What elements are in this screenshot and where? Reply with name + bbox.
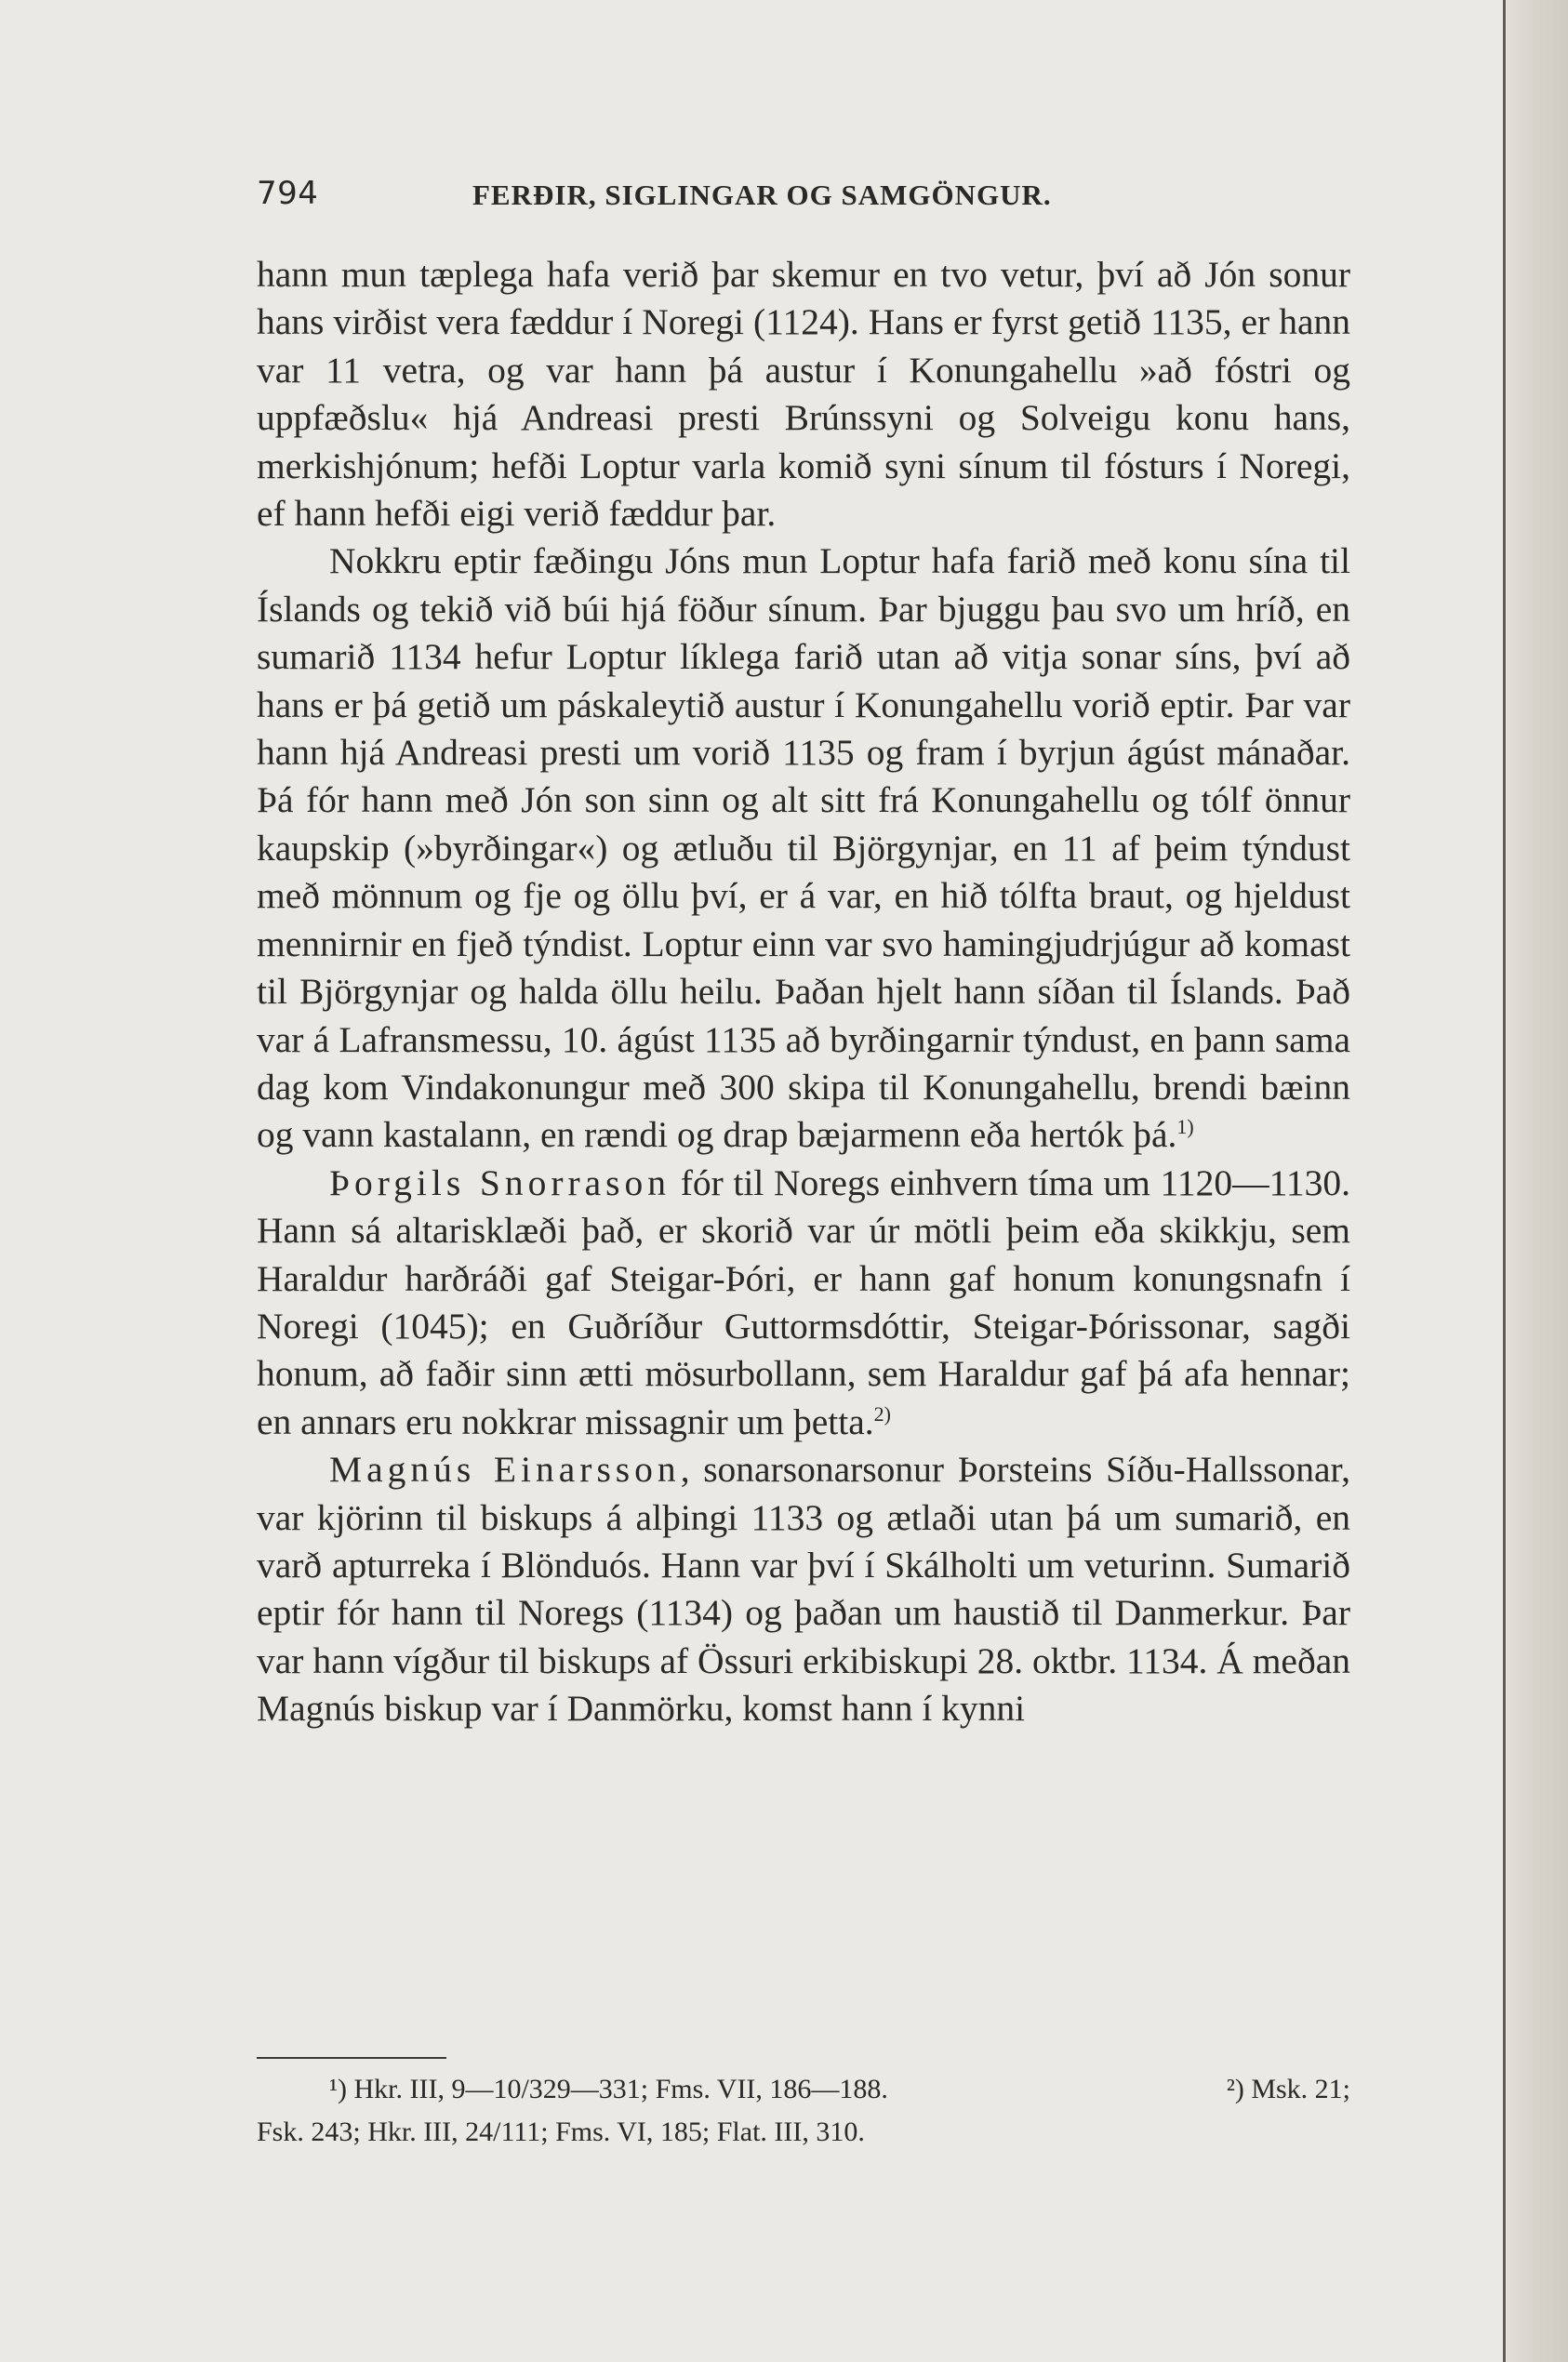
footnote-2-continuation: Fsk. 243; Hkr. III, 24/111; Fms. VI, 185; Flat. III, 310. <box>257 2117 865 2147</box>
page-header <box>257 175 1350 219</box>
page-number: 794 <box>257 175 319 212</box>
paragraph-4-text: , sonarsonarsonur Þorsteins Síðu-Hallssonar, var kjörinn til biskups á alþingi 1133 og ætlaði utan þá um sumarið, en varð apturreka í Blönduós. Hann var því í Skálholti um veturinn. Sumarið eptir fór hann til Noregs (1134) og þaðan um haustið til Danmerkur. Þar var hann vígður til biskups af Össuri erkibiskupi 28. oktbr. 1134. Á meðan Magnús biskup var í Danmörku, komst hann í kynni <box>257 1449 1350 1730</box>
body-text <box>257 251 1350 1733</box>
paragraph-4 <box>257 1446 1350 1732</box>
paragraph-3 <box>257 1160 1350 1446</box>
page-edge-line <box>1503 0 1506 2362</box>
person-name-magnus: Magnús Einarsson <box>329 1449 681 1491</box>
paragraph-2 <box>257 537 1350 1159</box>
footnote-ref-2: 2) <box>873 1401 891 1426</box>
person-name-thorgils: Þorgils Snorrason <box>329 1161 671 1203</box>
paragraph-3-text: fór til Noregs einhvern tíma um 1120—1130. Hann sá altarisklæði það, er skorið var úr mötli þeim eða skikkju, sem Haraldur harðráði gaf Steigar-Þóri, er hann gaf honum konungsnafn í Noregi (1045); en Guðríður Guttormsdóttir, Steigar-Þórissonar, sagði honum, að faðir sinn ætti mösurbollann, sem Haraldur gaf þá afa hennar; en annars eru nokkrar missagnir um þetta. <box>257 1161 1350 1442</box>
paragraph-2-text: Nokkru eptir fæðingu Jóns mun Loptur hafa farið með konu sína til Íslands og tekið við búi hjá föður sínum. Þar bjuggu þau svo um hríð, en sumarið 1134 hefur Loptur líklega farið utan að vitja sonar síns, því að hans er þá getið um páskaleytið austur í Konungahellu vorið eptir. Þar var hann hjá Andreasi presti um vorið 1135 og fram í byrjun ágúst mánaðar. Þá fór hann með Jón son sinn og alt sitt frá Konungahellu og tólf önnur kaupskip (»byrðingar«) og ætluðu til Björgynjar, en 11 af þeim týndust með mönnum og fje og öllu því, er á var, en hið tólfta braut, og hjeldust mennirnir en fjeð týndist. Loptur einn var svo hamingjudrjúgur að komast til Björgynjar og halda öllu heilu. Þaðan hjelt hann síðan til Íslands. Það var á Lafransmessu, 10. ágúst 1135 að byrðingarnir týndust, en þann sama dag kom Vindakonungur með 300 skipa til Konungahellu, brendi bæinn og vann kastalann, en rændi og drap bæjarmenn eða hertók þá. <box>257 540 1350 1156</box>
footnote-2-start: ²) Msk. 21; <box>1226 2074 1350 2104</box>
footnote-line-1 <box>257 2068 1350 2111</box>
footnote-1: ¹) Hkr. III, 9—10/329—331; Fms. VII, 186—188. <box>329 2074 888 2104</box>
footnote-divider <box>257 2057 446 2059</box>
footnotes <box>257 2068 1350 2154</box>
footnote-ref-1: 1) <box>1176 1115 1194 1139</box>
page-edge-shadow <box>1507 0 1568 2362</box>
paragraph-1 <box>257 251 1350 537</box>
running-head: FERÐIR, SIGLINGAR OG SAMGÖNGUR. <box>472 179 1052 211</box>
paragraph-1-text: hann mun tæplega hafa verið þar skemur en tvo vetur, því að Jón sonur hans virðist vera fæddur í Noregi (1124). Hans er fyrst getið 1135, er hann var 11 vetra, og var hann þá austur í Konungahellu »að fóstri og uppfæðslu« hjá Andreasi presti Brúnssyni og Solveigu konu hans, merkishjónum; hefði Loptur varla komið syni sínum til fósturs í Noregi, ef hann hefði eigi verið fæddur þar. <box>257 254 1350 535</box>
